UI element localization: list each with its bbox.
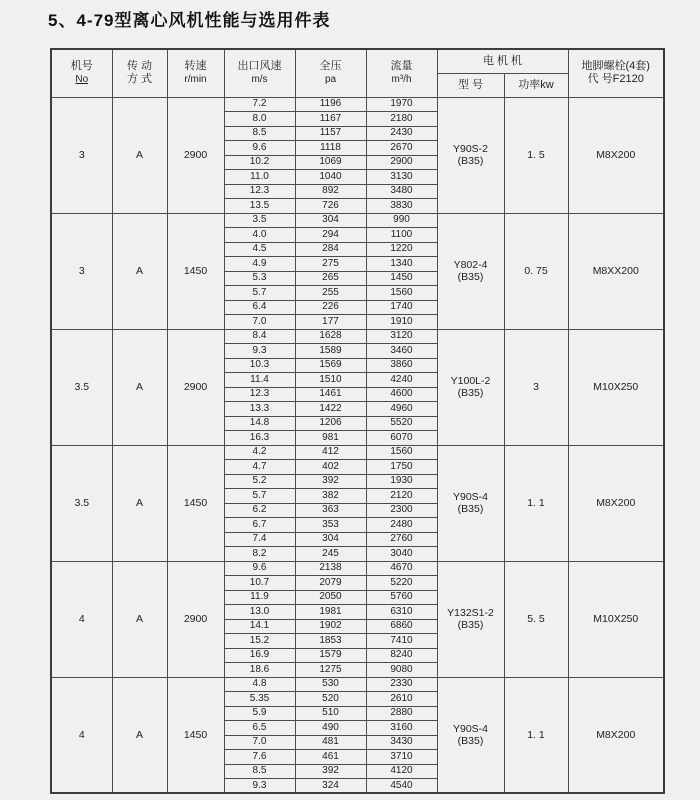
- cell-flow: 1970: [366, 97, 437, 112]
- cell-outlet-velocity: 6.5: [224, 721, 295, 736]
- cell-speed: 1450: [167, 213, 224, 329]
- cell-outlet-velocity: 6.2: [224, 503, 295, 518]
- cell-flow: 3430: [366, 735, 437, 750]
- cell-flow: 3860: [366, 358, 437, 373]
- cell-transmission: A: [112, 329, 167, 445]
- header-line: m³/h: [391, 74, 412, 86]
- cell-total-pressure: 1579: [295, 648, 366, 663]
- cell-total-pressure: 1853: [295, 634, 366, 649]
- cell-total-pressure: 392: [295, 474, 366, 489]
- cell-total-pressure: 255: [295, 286, 366, 301]
- cell-outlet-velocity: 7.2: [224, 97, 295, 112]
- cell-flow: 5220: [366, 576, 437, 591]
- table-header: [51, 49, 664, 97]
- cell-flow: 2880: [366, 706, 437, 721]
- cell-outlet-velocity: 16.3: [224, 431, 295, 446]
- cell-machine-no: 3.5: [51, 329, 112, 445]
- cell-outlet-velocity: 5.7: [224, 489, 295, 504]
- cell-anchor-bolt: M8X200: [568, 445, 664, 561]
- table-row: [51, 329, 664, 344]
- cell-outlet-velocity: 10.7: [224, 576, 295, 591]
- cell-total-pressure: 304: [295, 532, 366, 547]
- cell-outlet-velocity: 5.2: [224, 474, 295, 489]
- cell-total-pressure: 324: [295, 779, 366, 794]
- header-line: m/s: [251, 74, 268, 86]
- cell-transmission: A: [112, 561, 167, 677]
- cell-outlet-velocity: 7.0: [224, 315, 295, 330]
- cell-flow: 4960: [366, 402, 437, 417]
- table-row: [51, 561, 664, 576]
- cell-motor-model: [437, 97, 504, 213]
- cell-total-pressure: 284: [295, 242, 366, 257]
- cell-outlet-velocity: 9.6: [224, 561, 295, 576]
- cell-outlet-velocity: 5.3: [224, 271, 295, 286]
- cell-flow: 4540: [366, 779, 437, 794]
- cell-machine-no: 4: [51, 561, 112, 677]
- cell-flow: 1560: [366, 445, 437, 460]
- cell-outlet-velocity: 6.7: [224, 518, 295, 533]
- cell-machine-no: 3: [51, 97, 112, 213]
- cell-anchor-bolt: M8XX200: [568, 213, 664, 329]
- cell-flow: 1930: [366, 474, 437, 489]
- cell-anchor-bolt: M8X200: [568, 97, 664, 213]
- cell-outlet-velocity: 6.4: [224, 300, 295, 315]
- cell-total-pressure: 1069: [295, 155, 366, 170]
- cell-flow: 5520: [366, 416, 437, 431]
- cell-outlet-velocity: 9.3: [224, 344, 295, 359]
- motor-frame-text: (B35): [457, 271, 484, 283]
- cell-motor-power: 1. 5: [504, 97, 568, 213]
- page-title: 5、4-79型离心风机性能与选用件表: [48, 11, 331, 30]
- table-body: [51, 97, 664, 793]
- cell-total-pressure: 402: [295, 460, 366, 475]
- cell-outlet-velocity: 13.5: [224, 199, 295, 214]
- cell-outlet-velocity: 11.0: [224, 170, 295, 185]
- cell-outlet-velocity: 5.9: [224, 706, 295, 721]
- cell-flow: 2330: [366, 677, 437, 692]
- cell-outlet-velocity: 8.5: [224, 126, 295, 141]
- cell-total-pressure: 1118: [295, 141, 366, 156]
- cell-flow: 4120: [366, 764, 437, 779]
- col-header-motor-group: 电 机 机: [437, 49, 568, 73]
- cell-total-pressure: 382: [295, 489, 366, 504]
- cell-flow: 1560: [366, 286, 437, 301]
- cell-total-pressure: 304: [295, 213, 366, 228]
- cell-anchor-bolt: M10X250: [568, 329, 664, 445]
- cell-speed: 2900: [167, 561, 224, 677]
- motor-model-text: Y100L-2: [450, 375, 491, 387]
- cell-flow: 1910: [366, 315, 437, 330]
- cell-flow: 3830: [366, 199, 437, 214]
- cell-total-pressure: 530: [295, 677, 366, 692]
- col-header-anchor-bolt: [568, 49, 664, 97]
- cell-flow: 9080: [366, 663, 437, 678]
- cell-motor-power: 1. 1: [504, 445, 568, 561]
- cell-flow: 1220: [366, 242, 437, 257]
- cell-anchor-bolt: M10X250: [568, 561, 664, 677]
- cell-outlet-velocity: 5.7: [224, 286, 295, 301]
- cell-transmission: A: [112, 213, 167, 329]
- cell-flow: 4600: [366, 387, 437, 402]
- cell-flow: 6310: [366, 605, 437, 620]
- cell-outlet-velocity: 9.3: [224, 779, 295, 794]
- cell-total-pressure: 981: [295, 431, 366, 446]
- cell-motor-power: 0. 75: [504, 213, 568, 329]
- cell-machine-no: 4: [51, 677, 112, 793]
- cell-motor-power: 5. 5: [504, 561, 568, 677]
- cell-flow: 990: [366, 213, 437, 228]
- col-header-transmission: [112, 49, 167, 97]
- cell-flow: 6070: [366, 431, 437, 446]
- cell-total-pressure: 1157: [295, 126, 366, 141]
- header-line: 流量: [390, 60, 413, 73]
- cell-outlet-velocity: 10.3: [224, 358, 295, 373]
- col-header-total-pressure: [295, 49, 366, 97]
- cell-outlet-velocity: 3.5: [224, 213, 295, 228]
- header-line: 全压: [319, 60, 342, 73]
- cell-outlet-velocity: 7.4: [224, 532, 295, 547]
- cell-transmission: A: [112, 677, 167, 793]
- cell-speed: 2900: [167, 329, 224, 445]
- cell-flow: 7410: [366, 634, 437, 649]
- cell-total-pressure: 353: [295, 518, 366, 533]
- motor-model-text: Y132S1-2: [447, 607, 494, 619]
- cell-flow: 2300: [366, 503, 437, 518]
- col-header-motor-model: 型 号: [437, 73, 504, 97]
- cell-outlet-velocity: 12.3: [224, 387, 295, 402]
- cell-outlet-velocity: 16.9: [224, 648, 295, 663]
- cell-total-pressure: 892: [295, 184, 366, 199]
- cell-total-pressure: 1510: [295, 373, 366, 388]
- cell-outlet-velocity: 4.5: [224, 242, 295, 257]
- motor-frame-text: (B35): [457, 734, 484, 747]
- cell-total-pressure: 1167: [295, 112, 366, 127]
- col-header-flow: [366, 49, 437, 97]
- cell-flow: 2670: [366, 141, 437, 156]
- header-line: r/min: [184, 74, 207, 86]
- header-line: 机号: [70, 60, 93, 73]
- cell-outlet-velocity: 4.8: [224, 677, 295, 692]
- cell-flow: 6860: [366, 619, 437, 634]
- cell-flow: 4670: [366, 561, 437, 576]
- cell-outlet-velocity: 14.1: [224, 619, 295, 634]
- cell-flow: 2480: [366, 518, 437, 533]
- cell-flow: 2120: [366, 489, 437, 504]
- cell-outlet-velocity: 4.0: [224, 228, 295, 243]
- cell-speed: 1450: [167, 445, 224, 561]
- cell-motor-model: [437, 213, 504, 329]
- cell-outlet-velocity: 14.8: [224, 416, 295, 431]
- cell-total-pressure: 1196: [295, 97, 366, 112]
- cell-flow: 3120: [366, 329, 437, 344]
- cell-total-pressure: 245: [295, 547, 366, 562]
- cell-flow: 3460: [366, 344, 437, 359]
- col-header-machine-no: [51, 49, 112, 97]
- cell-total-pressure: 265: [295, 271, 366, 286]
- cell-flow: 3480: [366, 184, 437, 199]
- col-header-speed: [167, 49, 224, 97]
- header-line: 方 式: [126, 73, 153, 86]
- cell-total-pressure: 726: [295, 199, 366, 214]
- cell-machine-no: 3: [51, 213, 112, 329]
- cell-outlet-velocity: 15.2: [224, 634, 295, 649]
- cell-total-pressure: 363: [295, 503, 366, 518]
- cell-outlet-velocity: 13.0: [224, 605, 295, 620]
- cell-total-pressure: 226: [295, 300, 366, 315]
- header-line: No: [75, 74, 89, 86]
- cell-flow: 2610: [366, 692, 437, 707]
- cell-outlet-velocity: 11.4: [224, 373, 295, 388]
- cell-motor-model: [437, 445, 504, 561]
- cell-total-pressure: 2050: [295, 590, 366, 605]
- cell-total-pressure: 1275: [295, 663, 366, 678]
- cell-total-pressure: 1981: [295, 605, 366, 620]
- cell-outlet-velocity: 8.5: [224, 764, 295, 779]
- cell-total-pressure: 177: [295, 315, 366, 330]
- cell-total-pressure: 1589: [295, 344, 366, 359]
- cell-outlet-velocity: 5.35: [224, 692, 295, 707]
- cell-flow: 1100: [366, 228, 437, 243]
- cell-flow: 8240: [366, 648, 437, 663]
- cell-outlet-velocity: 18.6: [224, 663, 295, 678]
- performance-table: [50, 48, 665, 794]
- cell-flow: 1450: [366, 271, 437, 286]
- col-header-outlet-velocity: [224, 49, 295, 97]
- cell-anchor-bolt: M8X200: [568, 677, 664, 793]
- cell-outlet-velocity: 9.6: [224, 141, 295, 156]
- col-header-motor-power: 功率kw: [504, 73, 568, 97]
- cell-flow: 5760: [366, 590, 437, 605]
- cell-total-pressure: 1628: [295, 329, 366, 344]
- cell-total-pressure: 461: [295, 750, 366, 765]
- cell-outlet-velocity: 7.0: [224, 735, 295, 750]
- cell-flow: 4240: [366, 373, 437, 388]
- motor-frame-text: (B35): [457, 155, 484, 167]
- cell-total-pressure: 1040: [295, 170, 366, 185]
- cell-flow: 1340: [366, 257, 437, 272]
- cell-total-pressure: 392: [295, 764, 366, 779]
- cell-total-pressure: 1461: [295, 387, 366, 402]
- cell-total-pressure: 520: [295, 692, 366, 707]
- cell-total-pressure: 2079: [295, 576, 366, 591]
- cell-outlet-velocity: 13.3: [224, 402, 295, 417]
- cell-flow: 3130: [366, 170, 437, 185]
- cell-total-pressure: 1206: [295, 416, 366, 431]
- cell-flow: 2180: [366, 112, 437, 127]
- cell-total-pressure: 2138: [295, 561, 366, 576]
- cell-total-pressure: 412: [295, 445, 366, 460]
- cell-speed: 2900: [167, 97, 224, 213]
- header-line: 传 动: [126, 60, 153, 73]
- cell-speed: 1450: [167, 677, 224, 793]
- table-row: [51, 213, 664, 228]
- table-row: [51, 97, 664, 112]
- cell-flow: 2900: [366, 155, 437, 170]
- cell-outlet-velocity: 4.7: [224, 460, 295, 475]
- header-line: 出口风速: [237, 60, 282, 73]
- motor-model-text: Y802-4: [453, 259, 488, 271]
- motor-model-text: Y90S-2: [452, 143, 489, 155]
- cell-flow: 3160: [366, 721, 437, 736]
- motor-frame-text: (B35): [457, 503, 484, 515]
- table-row: [51, 677, 664, 692]
- cell-flow: 3710: [366, 750, 437, 765]
- cell-flow: 2430: [366, 126, 437, 141]
- cell-outlet-velocity: 12.3: [224, 184, 295, 199]
- cell-total-pressure: 481: [295, 735, 366, 750]
- cell-transmission: A: [112, 97, 167, 213]
- cell-outlet-velocity: 11.9: [224, 590, 295, 605]
- cell-motor-model: [437, 677, 504, 793]
- motor-frame-text: (B35): [457, 619, 484, 631]
- cell-total-pressure: 294: [295, 228, 366, 243]
- cell-flow: 1740: [366, 300, 437, 315]
- table-row: [51, 445, 664, 460]
- motor-model-text: Y90S-4: [452, 722, 489, 735]
- cell-outlet-velocity: 8.0: [224, 112, 295, 127]
- cell-outlet-velocity: 4.9: [224, 257, 295, 272]
- header-line: pa: [324, 74, 337, 86]
- cell-outlet-velocity: 4.2: [224, 445, 295, 460]
- cell-motor-power: 1. 1: [504, 677, 568, 793]
- cell-machine-no: 3.5: [51, 445, 112, 561]
- header-line: 代 号F2120: [587, 73, 644, 86]
- cell-motor-model: [437, 561, 504, 677]
- cell-outlet-velocity: 8.2: [224, 547, 295, 562]
- cell-motor-power: 3: [504, 329, 568, 445]
- cell-total-pressure: 1422: [295, 402, 366, 417]
- cell-total-pressure: 1902: [295, 619, 366, 634]
- motor-model-text: Y90S-4: [452, 491, 489, 503]
- cell-total-pressure: 1569: [295, 358, 366, 373]
- cell-total-pressure: 275: [295, 257, 366, 272]
- cell-flow: 2760: [366, 532, 437, 547]
- cell-outlet-velocity: 8.4: [224, 329, 295, 344]
- cell-total-pressure: 510: [295, 706, 366, 721]
- cell-flow: 3040: [366, 547, 437, 562]
- header-row-1: [51, 49, 664, 73]
- cell-transmission: A: [112, 445, 167, 561]
- cell-outlet-velocity: 7.6: [224, 750, 295, 765]
- header-line: 转速: [184, 60, 207, 73]
- header-line: 地脚螺栓(4套): [581, 60, 650, 73]
- cell-total-pressure: 490: [295, 721, 366, 736]
- cell-outlet-velocity: 10.2: [224, 155, 295, 170]
- cell-flow: 1750: [366, 460, 437, 475]
- cell-motor-model: [437, 329, 504, 445]
- motor-frame-text: (B35): [457, 387, 484, 399]
